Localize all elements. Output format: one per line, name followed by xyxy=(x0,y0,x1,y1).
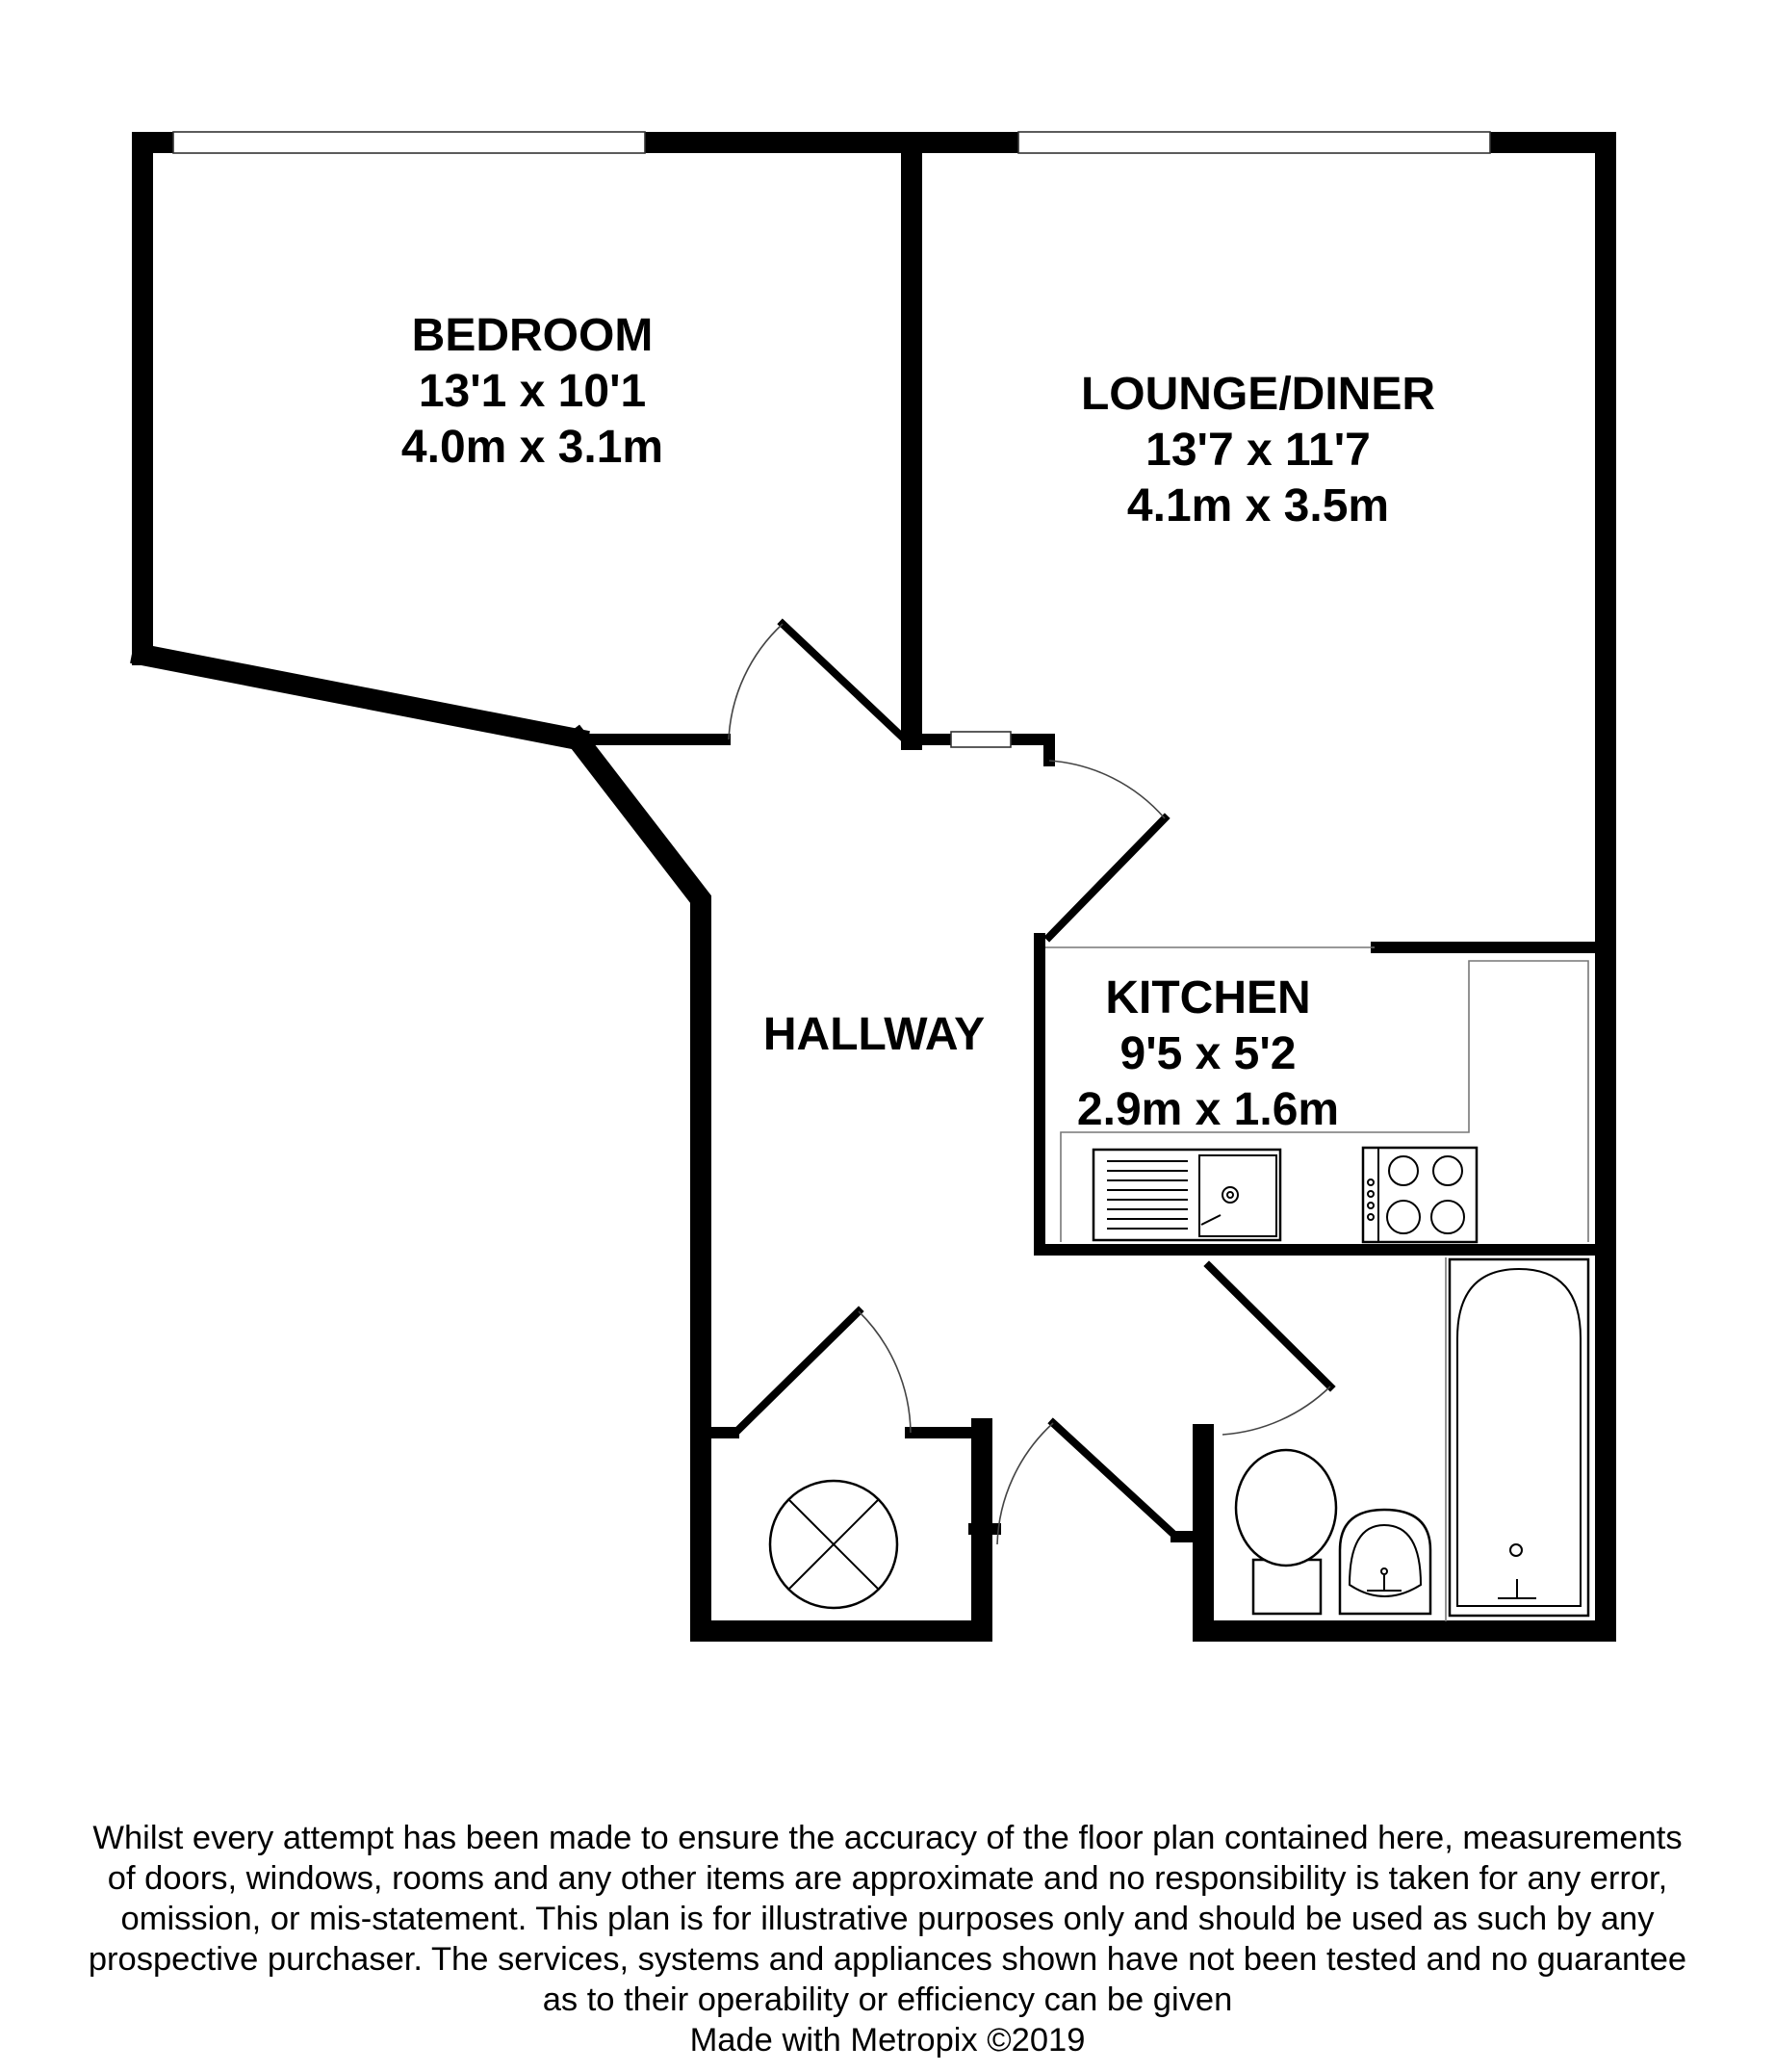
bath-icon xyxy=(1450,1259,1588,1616)
credit-line: Made with Metropix ©2019 xyxy=(689,2022,1086,2059)
kitchen-imperial: 9'5 x 5'2 xyxy=(1119,1028,1297,1079)
bedroom-window xyxy=(173,132,645,153)
basin-icon xyxy=(1340,1510,1430,1614)
hallway-name: HALLWAY xyxy=(762,1009,986,1060)
vent-window xyxy=(951,732,1011,747)
kitchen-metric: 2.9m x 1.6m xyxy=(1076,1084,1340,1135)
bedroom-name: BEDROOM xyxy=(411,310,654,361)
hob-icon xyxy=(1363,1148,1477,1242)
walls xyxy=(142,142,1606,1631)
disclaimer-line: as to their operability or efficiency can be given xyxy=(542,1981,1233,2018)
sink-icon xyxy=(1093,1150,1280,1240)
toilet-icon xyxy=(1236,1450,1336,1614)
disclaimer-line: prospective purchaser. The services, systems and appliances shown have not been tested and no guarantee xyxy=(88,1941,1687,1978)
boiler-icon xyxy=(770,1481,897,1608)
bedroom-metric: 4.0m x 3.1m xyxy=(400,422,664,473)
bedroom-imperial: 13'1 x 10'1 xyxy=(418,366,647,417)
lounge-metric: 4.1m x 3.5m xyxy=(1126,480,1390,531)
disclaimer xyxy=(21,1818,1754,2060)
lounge-imperial: 13'7 x 11'7 xyxy=(1145,425,1371,476)
disclaimer-line: Whilst every attempt has been made to ensure the accuracy of the floor plan contained here, measurements xyxy=(92,1820,1683,1856)
kitchen-name: KITCHEN xyxy=(1105,972,1311,1023)
lounge-name: LOUNGE/DINER xyxy=(1080,369,1436,420)
disclaimer-line: of doors, windows, rooms and any other items are approximate and no responsibility is taken for any error, xyxy=(107,1860,1668,1897)
bathroom-fixtures xyxy=(1236,1257,1588,1621)
disclaimer-line: omission, or mis-statement. This plan is for illustrative purposes only and should be used as such by any xyxy=(120,1901,1655,1937)
lounge-window xyxy=(1018,132,1490,153)
